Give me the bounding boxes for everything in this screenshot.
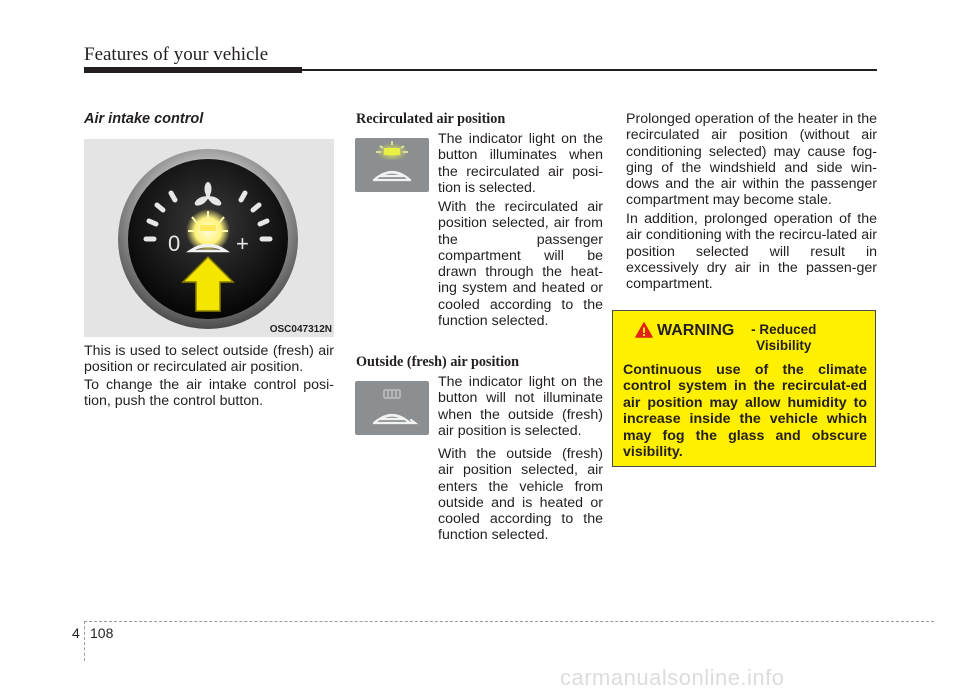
paragraph-outside-2: With the outside (fresh) air position selected, air enters the vehicle from outside and is heated or cooled according to the function selected.: [438, 446, 603, 544]
warning-title-word: WARNING: [657, 322, 735, 339]
warning-triangle-icon: [635, 322, 653, 338]
indicator-lamp-on: [384, 148, 400, 155]
air-intake-dial-photo: [84, 139, 334, 337]
dial-label-zero: 0: [168, 231, 181, 256]
dial-label-plus: +: [236, 231, 249, 256]
recirculate-car-icon: [374, 172, 410, 180]
footer-section-number: 4: [72, 625, 80, 641]
watermark: carmanualsonline.info: [560, 665, 785, 690]
header-rule-thin: [302, 69, 877, 71]
warning-subtitle: - Reduced Visibility: [751, 322, 817, 353]
paragraph-air-intake-2: To change the air intake control posi-tion, push the control button.: [84, 377, 334, 410]
paragraph-prolonged-2: In addition, prolonged operation of the air conditioning with the recircu-lated air position selected will result in excessively dry air in the passen-ger compartment.: [626, 211, 877, 293]
image-code: OSC047312N: [269, 324, 332, 335]
air-intake-dial-illustration: [84, 139, 334, 337]
warning-body: Continuous use of the climate control system in the recirculat-ed air position may allow humidity to increase inside the vehicle which may fog the glass and obscure visibility.: [623, 362, 867, 461]
footer-vertical-divider: [84, 621, 85, 661]
paragraph-prolonged-1: Prolonged operation of the heater in the recirculated air position (without air conditioning selected) may cause fog-ging of the windshield and side win-dows and the air within the passenger compartment may become stale.: [626, 111, 877, 209]
heading-recirculated: Recirculated air position: [356, 111, 506, 127]
paragraph-air-intake-1: This is used to select outside (fresh) air position or recirculated air position.: [84, 343, 334, 376]
outside-fresh-button-image: [355, 381, 429, 435]
warning-title: [657, 322, 857, 354]
footer-page-number: 108: [90, 625, 114, 641]
paragraph-recirculated-1: The indicator light on the button illuminates when the recirculated air posi-tion is selected.: [438, 131, 603, 196]
header-rule: [84, 67, 302, 73]
heading-outside-fresh: Outside (fresh) air position: [356, 354, 520, 370]
page-header-title: Features of your vehicle: [84, 44, 269, 65]
footer-divider: [84, 621, 934, 622]
fresh-air-car-icon: [374, 415, 415, 423]
section-heading-air-intake: Air intake control: [84, 111, 204, 127]
recirculated-button-image: [355, 138, 429, 192]
paragraph-outside-1: The indicator light on the button will not illuminate when the outside (fresh) air position is selected.: [438, 374, 603, 439]
paragraph-recirculated-2: With the recirculated air position selected, air from the passenger compartment will be drawn through the heat-ing system and heated or cooled according to the function selected.: [438, 199, 603, 330]
warning-box: [612, 310, 876, 467]
